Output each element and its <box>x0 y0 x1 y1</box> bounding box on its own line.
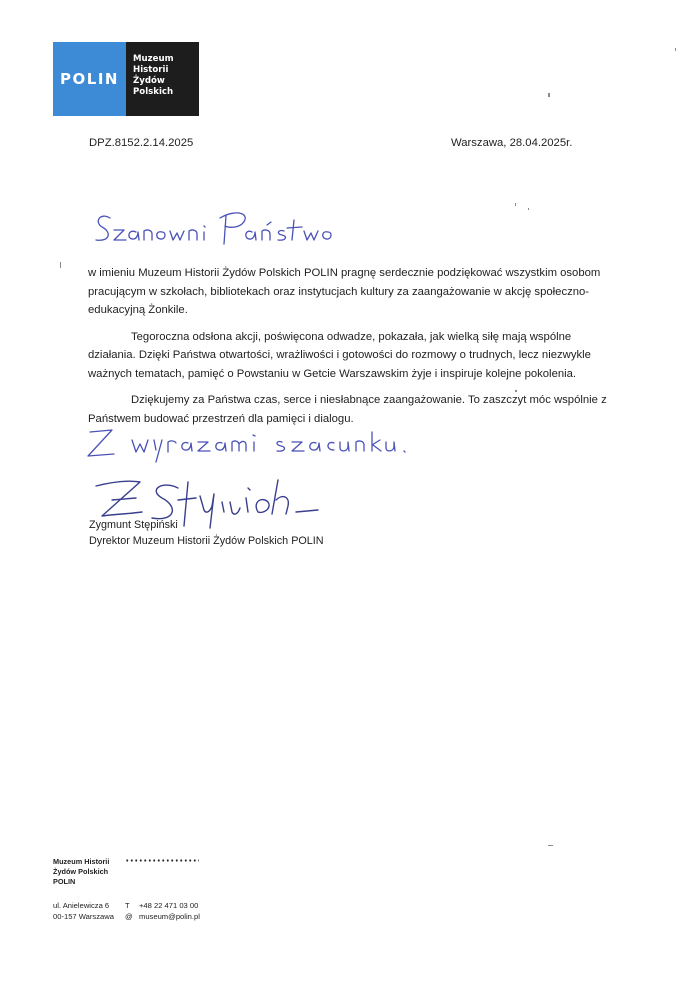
scan-speck <box>60 262 61 268</box>
reference-number: DPZ.8152.2.14.2025 <box>89 137 194 149</box>
logo-line: Historii <box>133 65 169 75</box>
handwritten-closing <box>82 420 432 470</box>
scan-speck <box>515 203 516 206</box>
footer-email-row <box>125 911 200 922</box>
footer-org-line: Żydów Polskich <box>53 867 109 876</box>
logo-line: Polskich <box>133 87 174 97</box>
footer-organization <box>53 857 109 887</box>
email-label: @ <box>125 912 133 921</box>
body-paragraph-3: Dziękujemy za Państwa czas, serce i niesłabnące zaangażowanie. To zaszczyt móc wspólnie z Państwem budować przestrzeń dla pamięci i dialogu. <box>88 394 607 425</box>
footer-org-line: POLIN <box>53 877 76 886</box>
place-and-date: Warszawa, 28.04.2025r. <box>451 137 573 149</box>
scan-speck <box>548 845 553 846</box>
footer-contact <box>125 900 200 922</box>
logo-wordmark <box>126 42 199 116</box>
logo-line: Żydów <box>133 76 165 86</box>
body-paragraph-1: w imieniu Muzeum Historii Żydów Polskich POLIN pragnę serdecznie podziękować wszystkim osobom pracującym w szkołach, bibliotekach oraz instytucjach kultury za zaangażowanie w akcję społeczno-edukacyjną Żonkile. <box>88 267 601 316</box>
scan-speck <box>548 93 550 97</box>
footer-address <box>53 900 114 922</box>
footer-phone-row <box>125 900 200 911</box>
footer-email: museum@polin.pl <box>139 912 200 921</box>
footer-org-line: Muzeum Historii <box>53 857 110 866</box>
logo-mark-text: POLIN <box>60 70 119 88</box>
scan-speck <box>515 390 517 392</box>
logo-mark <box>53 42 126 116</box>
logo-line: Muzeum <box>133 54 174 64</box>
footer-address-line: 00-157 Warszawa <box>53 912 114 921</box>
body-paragraph-2: Tegoroczna odsłona akcji, poświęcona odwadze, pokazała, jak wielką siłę mają wspólne działania. Dzięki Państwa otwartości, wrażliwości i gotowości do rozmowy o trudnych, lecz niezwykle ważnych tematach, pamięć o Powstaniu w Getcie Warszawskim żyje i inspiruje kolejne pokolenia. <box>88 330 591 380</box>
signer-name: Zygmunt Stępiński <box>89 519 178 531</box>
handwritten-salutation <box>92 200 382 252</box>
signer-title: Dyrektor Muzeum Historii Żydów Polskich POLIN <box>89 535 324 547</box>
phone-label: T <box>125 901 130 910</box>
polin-logo <box>53 42 199 116</box>
scan-speck <box>675 48 676 51</box>
letter-body <box>88 264 618 428</box>
footer-address-line: ul. Anielewicza 6 <box>53 901 110 910</box>
footer-dotted-rule <box>125 859 199 862</box>
footer-phone: +48 22 471 03 00 <box>139 901 199 910</box>
scan-speck <box>528 208 529 210</box>
